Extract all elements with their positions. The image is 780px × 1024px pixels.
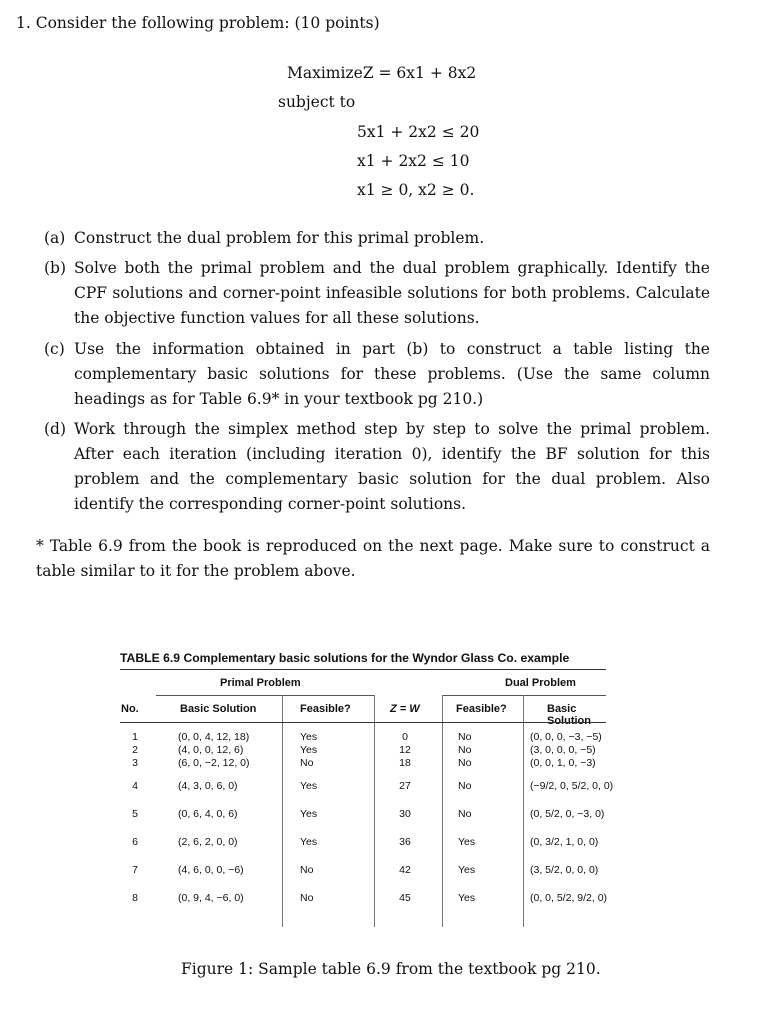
row-7-primal: (4, 6, 0, 0, −6) bbox=[178, 864, 244, 876]
row-2-primal: (4, 0, 0, 12, 6) bbox=[178, 744, 244, 756]
row-3-primal: (6, 0, −2, 12, 0) bbox=[178, 757, 250, 769]
row-3-no: 3 bbox=[132, 757, 138, 769]
header-rule bbox=[120, 722, 606, 723]
header-feasible: Feasible? bbox=[300, 703, 351, 715]
row-6-dual-feasible: Yes bbox=[458, 836, 476, 848]
row-1-dual: (0, 0, 0, −3, −5) bbox=[530, 731, 602, 743]
row-8-dual: (0, 0, 5/2, 9/2, 0) bbox=[530, 892, 608, 904]
table-title-text: Complementary basic solutions for the Wyndor Glass Co. example bbox=[183, 651, 570, 665]
column-divider bbox=[282, 695, 283, 927]
column-divider bbox=[374, 695, 375, 927]
table-note: * Table 6.9 from the book is reproduced on the next page. Make sure to construct a table similar to it for the problem above. bbox=[36, 537, 710, 580]
subject-to-label: subject to bbox=[278, 93, 356, 111]
objective-line bbox=[287, 64, 476, 82]
row-5-zw: 30 bbox=[399, 808, 411, 820]
row-3-dual: (0, 0, 1, 0, −3) bbox=[530, 757, 596, 769]
part-d bbox=[44, 417, 710, 517]
row-8-dual-feasible: Yes bbox=[458, 892, 476, 904]
part-label: (d) bbox=[44, 420, 67, 438]
row-2-no: 2 bbox=[132, 744, 138, 756]
header-dual-basic-solution: Basic Solution bbox=[547, 703, 591, 727]
part-c bbox=[44, 337, 710, 412]
objective-expression: Z = 6x1 + 8x2 bbox=[362, 64, 477, 82]
part-a bbox=[44, 226, 710, 251]
row-8-zw: 45 bbox=[399, 892, 411, 904]
row-5-primal: (0, 6, 4, 0, 6) bbox=[178, 808, 238, 820]
question-number: 1. bbox=[16, 14, 31, 32]
row-8-primal-feasible: No bbox=[300, 892, 314, 904]
dual-group-rule bbox=[442, 695, 606, 696]
header-no: No. bbox=[121, 703, 139, 715]
objective-prefix: Maximize bbox=[287, 64, 363, 82]
row-4-dual-feasible: No bbox=[458, 780, 472, 792]
question-header bbox=[16, 14, 380, 32]
row-6-dual: (0, 3/2, 1, 0, 0) bbox=[530, 836, 599, 848]
constraint-2: x1 + 2x2 ≤ 10 bbox=[357, 152, 470, 170]
part-b bbox=[44, 256, 710, 331]
question-text: Consider the following problem: (10 points) bbox=[35, 14, 380, 32]
row-2-zw: 12 bbox=[399, 744, 411, 756]
part-text: Solve both the primal problem and the dual problem graphically. Identify the CPF solutions and corner-point infeasible solutions for both problems. Calculate the objective function values for all these solutions. bbox=[74, 259, 710, 327]
row-7-dual-feasible: Yes bbox=[458, 864, 476, 876]
figure-caption: Figure 1: Sample table 6.9 from the textbook pg 210. bbox=[181, 960, 601, 978]
part-text: Work through the simplex method step by step to solve the primal problem. After each iteration (including iteration 0), identify the BF solution for this problem and the complementary basic solution for the dual problem. Also identify the corresponding corner-point solutions. bbox=[74, 420, 710, 513]
row-6-primal-feasible: Yes bbox=[300, 836, 318, 848]
part-text: Use the information obtained in part (b) to construct a table listing the complementary basic solutions for these problems. (Use the same column headings as for Table 6.9* in your textbook pg 210.) bbox=[74, 340, 710, 408]
row-3-zw: 18 bbox=[399, 757, 411, 769]
row-6-primal: (2, 6, 2, 0, 0) bbox=[178, 836, 238, 848]
column-divider bbox=[523, 695, 524, 927]
row-4-primal-feasible: Yes bbox=[300, 780, 318, 792]
header-dual-feasible: Feasible? bbox=[456, 703, 507, 715]
row-7-dual: (3, 5/2, 0, 0, 0) bbox=[530, 864, 599, 876]
dual-group-header: Dual Problem bbox=[505, 677, 576, 689]
row-4-dual: (−9/2, 0, 5/2, 0, 0) bbox=[530, 780, 614, 792]
table-top-rule bbox=[120, 669, 606, 670]
row-5-no: 5 bbox=[132, 808, 138, 820]
row-2-dual-feasible: No bbox=[458, 744, 472, 756]
row-2-primal-feasible: Yes bbox=[300, 744, 318, 756]
row-7-zw: 42 bbox=[399, 864, 411, 876]
table-title bbox=[120, 651, 606, 665]
part-label: (b) bbox=[44, 259, 67, 277]
row-4-primal: (4, 3, 0, 6, 0) bbox=[178, 780, 238, 792]
row-5-dual: (0, 5/2, 0, −3, 0) bbox=[530, 808, 605, 820]
row-3-dual-feasible: No bbox=[458, 757, 472, 769]
row-1-primal: (0, 0, 4, 12, 18) bbox=[178, 731, 250, 743]
table-6-9 bbox=[120, 651, 614, 904]
row-7-no: 7 bbox=[132, 864, 138, 876]
row-6-no: 6 bbox=[132, 836, 138, 848]
header-z-w: Z = W bbox=[390, 703, 420, 715]
column-divider bbox=[442, 695, 443, 927]
row-8-no: 8 bbox=[132, 892, 138, 904]
row-6-zw: 36 bbox=[399, 836, 411, 848]
table-title-number: TABLE 6.9 bbox=[120, 651, 181, 665]
row-7-primal-feasible: No bbox=[300, 864, 314, 876]
header-basic-solution: Basic Solution bbox=[180, 703, 257, 715]
constraint-1: 5x1 + 2x2 ≤ 20 bbox=[357, 123, 480, 141]
row-1-no: 1 bbox=[132, 731, 138, 743]
row-1-zw: 0 bbox=[402, 731, 408, 743]
part-label: (a) bbox=[44, 229, 66, 247]
row-2-dual: (3, 0, 0, 0, −5) bbox=[530, 744, 596, 756]
row-4-no: 4 bbox=[132, 780, 138, 792]
row-3-primal-feasible: No bbox=[300, 757, 314, 769]
row-5-primal-feasible: Yes bbox=[300, 808, 318, 820]
row-5-dual-feasible: No bbox=[458, 808, 472, 820]
row-1-primal-feasible: Yes bbox=[300, 731, 318, 743]
row-8-primal: (0, 9, 4, −6, 0) bbox=[178, 892, 244, 904]
constraint-nonneg: x1 ≥ 0, x2 ≥ 0. bbox=[357, 181, 475, 199]
primal-group-rule bbox=[156, 695, 374, 696]
row-4-zw: 27 bbox=[399, 780, 411, 792]
part-label: (c) bbox=[44, 340, 65, 358]
part-text: Construct the dual problem for this primal problem. bbox=[74, 229, 485, 247]
primal-group-header: Primal Problem bbox=[220, 677, 301, 689]
row-1-dual-feasible: No bbox=[458, 731, 472, 743]
